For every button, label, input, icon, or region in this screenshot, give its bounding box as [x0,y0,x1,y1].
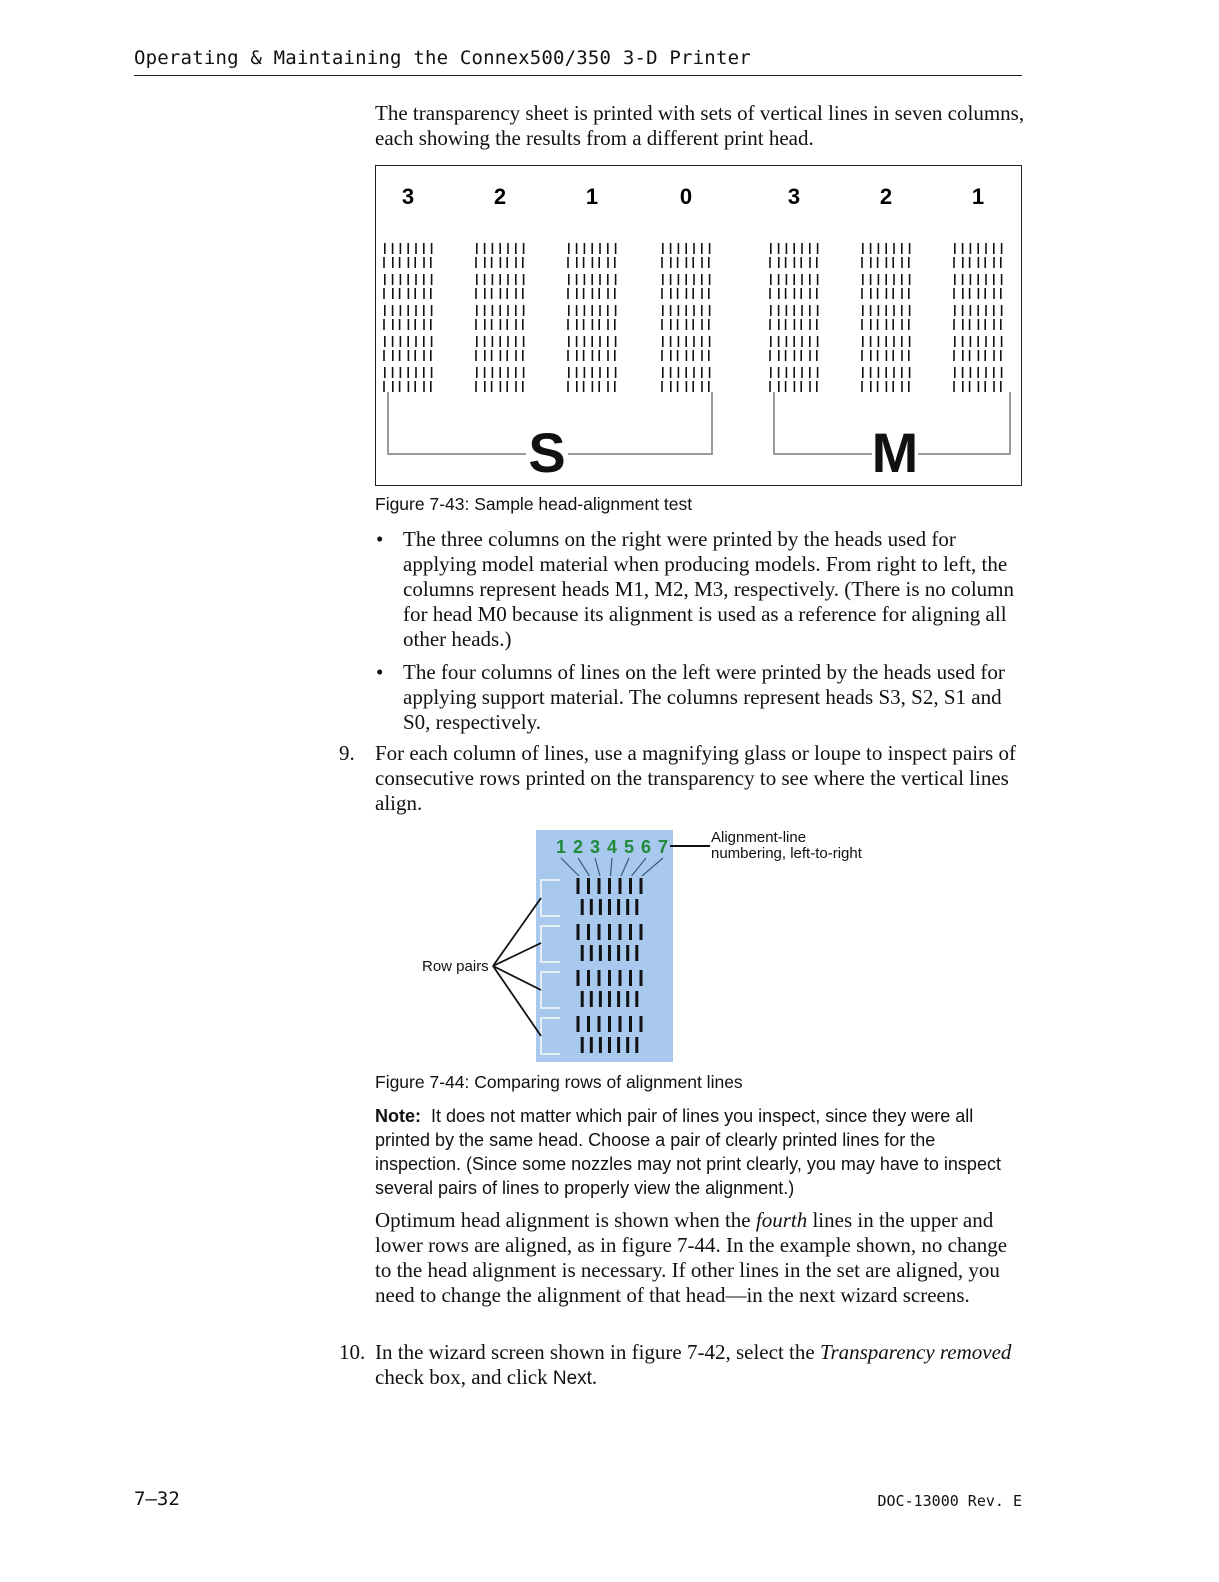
optimum-paragraph [375,1208,1025,1308]
step-number: 10. [339,1340,366,1364]
alignment-number: 5 [623,837,635,857]
optimum-text-end: lines in the upper and lower rows are aligned, as in figure 7-44. In the example shown, no change to the head alignment is necessary. If other lines in the set are aligned, you need to change the alignment of that head—in the next wizard screens. [375,1208,1008,1307]
bullet-icon: • [376,660,384,684]
page-number: 7–32 [134,1488,180,1510]
step-text-end: . [591,1365,598,1389]
optimum-text-start: Optimum head alignment is shown when the [375,1208,756,1232]
row-pairs-label: Row pairs [422,958,489,975]
note-text: It does not matter which pair of lines you inspect, since they were all printed by the same head. Choose a pair of clearly printed lines for the inspection. (Since some nozzles may not print clearly, you may have to inspect several pairs of lines to properly view the alignment.) [375,1106,1001,1198]
column-number: 3 [787,184,801,209]
step-text-start: In the wizard screen shown in figure 7-42, select the [375,1340,820,1364]
document-id: DOC-13000 Rev. E [877,1492,1022,1510]
running-header: Operating & Maintaining the Connex500/350 3-D Printer [134,47,1022,76]
note-block [375,1104,1025,1200]
step-9 [339,741,1025,816]
alignment-number: 6 [640,837,652,857]
support-group-label: S [528,421,566,484]
list-item [375,660,1025,735]
transparency-sample [536,830,673,1062]
alignment-number: 2 [572,837,584,857]
alignment-number: 4 [606,837,618,857]
bullet-text: The four columns of lines on the left were printed by the heads used for applying support material. The columns represent heads S3, S2, S1 and S0, respectively. [403,660,1005,734]
alignment-number: 3 [589,837,601,857]
numbering-label-line1: Alignment-line [711,829,807,846]
model-group-label: M [871,421,919,484]
bullet-text: The three columns on the right were printed by the heads used for applying model material when producing models. From right to left, the columns represent heads M1, M2, M3, respectively. (There is no column for head M0 because its alignment is used as a reference for aligning all other heads.) [403,527,1014,651]
step-number: 9. [339,741,355,765]
figure-7-44-caption: Figure 7-44: Comparing rows of alignment lines [375,1072,743,1092]
intro-paragraph: The transparency sheet is printed with sets of vertical lines in seven columns, each showing the results from a different print head. [375,101,1025,150]
column-number: 1 [585,184,599,209]
head-alignment-diagram [376,166,1021,485]
bullet-icon: • [376,527,384,551]
row-pairs-leader-lines [493,898,541,1036]
transparency-removed-checkbox-label: Transparency removed [819,1340,1012,1364]
alignment-number: 1 [555,837,567,857]
column-number: 1 [971,184,985,209]
numbering-label-line2: numbering, left-to-right [711,845,862,862]
alignment-number: 7 [657,837,669,857]
column-number: 2 [493,184,507,209]
step-text-middle: check box, and click [375,1365,553,1389]
note-label: Note: [375,1106,421,1126]
row-pairs-figure [420,828,900,1064]
row-pairs-diagram [420,828,900,1064]
step-text [375,1340,1025,1391]
figure-7-43-caption: Figure 7-43: Sample head-alignment test [375,494,693,514]
step-10 [339,1340,1025,1391]
bullet-list [375,527,1025,743]
head-alignment-figure [375,165,1022,486]
step-text: For each column of lines, use a magnifying glass or loupe to inspect pairs of consecutive rows printed on the transparency to see where the vertical lines align. [375,741,1016,815]
column-number: 0 [679,184,693,209]
list-item [375,527,1025,652]
optimum-emphasis: fourth [755,1208,808,1232]
next-button-label: Next [552,1368,592,1389]
column-number: 2 [879,184,893,209]
column-number: 3 [401,184,415,209]
